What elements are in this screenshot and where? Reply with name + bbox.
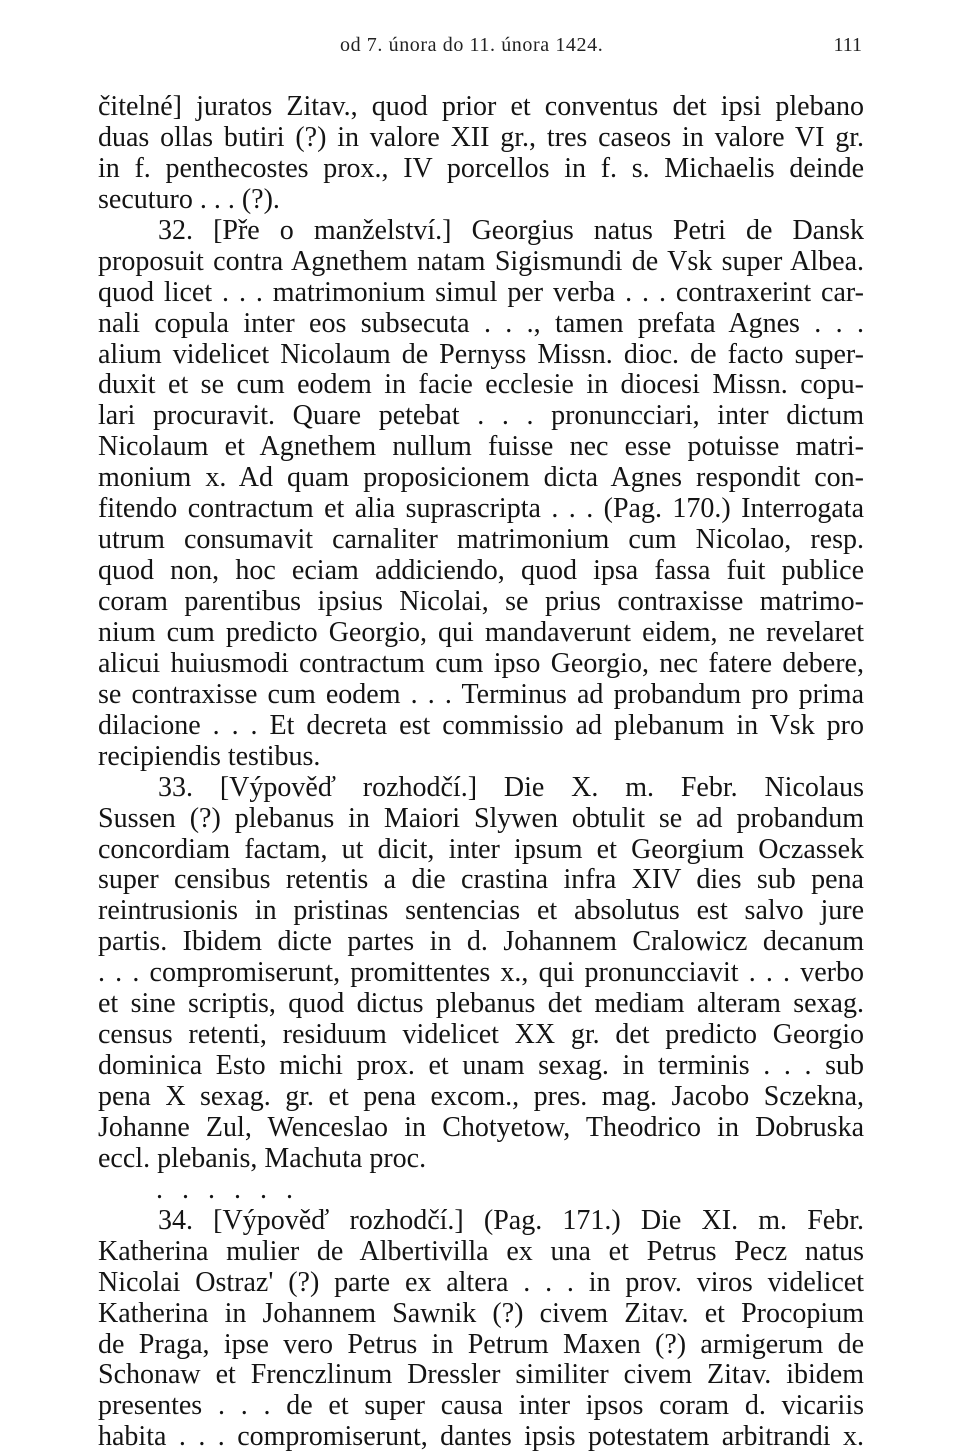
- text-line: recipiendis testibus.: [98, 741, 321, 772]
- text-line: alicui huiusmodi contractum cum ipso Georgio, nec fatere debere,: [98, 648, 864, 679]
- text-line: et sine scriptis, quod dictus plebanus det mediam alteram sexag.: [98, 989, 864, 1020]
- text-line: 33. [Výpověď rozhodčí.] Die X. m. Febr. Nicolaus: [158, 772, 864, 803]
- text-line: census retenti, residuum videlicet XX gr. det predicto Georgio: [98, 1020, 864, 1051]
- running-title: od 7. února do 11. února 1424.: [340, 34, 604, 56]
- text-line: Katherina in Johannem Sawnik (?) civem Zitav. et Procopium: [98, 1298, 864, 1329]
- text-line: 32. [Pře o manželství.] Georgius natus Petri de Dansk: [158, 215, 864, 246]
- text-line: Katherina mulier de Albertivilla ex una et Petrus Pecz natus: [98, 1236, 864, 1267]
- text-line: super censibus retentis a die crastina infra XIV dies sub pena: [98, 865, 864, 896]
- text-line: dilacione . . . Et decreta est commissio ad plebanum in Vsk pro: [98, 710, 864, 741]
- text-line: habita . . . compromiserunt, dantes ipsis potestatem arbitrandi x.: [98, 1422, 864, 1453]
- text-line: monium x. Ad quam proposicionem dicta Agnes respondit con-: [98, 463, 864, 494]
- text-line: Johanne Zul, Wenceslao in Chotyetow, Theodrico in Dobruska: [98, 1112, 864, 1143]
- text-line: secuturo . . . (?).: [98, 184, 280, 215]
- text-line: in f. penthecostes prox., IV porcellos in f. s. Michaelis deinde: [98, 153, 864, 184]
- text-line: utrum consumavit carnaliter matrimonium cum Nicolao, resp.: [98, 525, 864, 556]
- text-line: dominica Esto michi prox. et unam sexag. in terminis . . . sub: [98, 1051, 864, 1082]
- text-line: proposuit contra Agnethem natam Sigismundi de Vsk super Albea.: [98, 246, 864, 277]
- text-line: nali copula inter eos subsecuta . . ., tamen prefata Agnes . . .: [98, 308, 864, 339]
- text-line: eccl. plebanis, Machuta proc.: [98, 1143, 427, 1174]
- text-line: alium videlicet Nicolaum de Pernyss Missn. dioc. de facto super-: [98, 339, 864, 370]
- text-line: concordiam factam, ut dicit, inter ipsum et Georgium Oczassek: [98, 834, 864, 865]
- text-line: presentes . . . de et super causa inter ipsos coram d. vicariis: [98, 1391, 864, 1422]
- section-separator: . . . . . .: [156, 1174, 299, 1205]
- page-header: [0, 34, 960, 64]
- text-line: quod non, hoc eciam addiciendo, quod ipsa fassa fuit publice: [98, 556, 864, 587]
- text-line: 34. [Výpověď rozhodčí.] (Pag. 171.) Die XI. m. Febr.: [158, 1205, 864, 1236]
- text-line: čitelné] juratos Zitav., quod prior et conventus det ipsi plebano: [98, 92, 864, 122]
- text-line: duxit et se cum eodem in facie ecclesie in diocesi Missn. copu-: [98, 370, 864, 401]
- text-line: de Praga, ipse vero Petrus in Petrum Maxen (?) armigerum de: [98, 1329, 864, 1360]
- text-line: fitendo contractum et alia suprascripta . . . (Pag. 170.) Interrogata: [98, 494, 864, 525]
- text-line: duas ollas butiri (?) in valore XII gr., tres caseos in valore VI gr.: [98, 122, 864, 153]
- page-number: 111: [833, 34, 862, 56]
- text-line: Schonaw et Frenczlinum Dressler similiter civem Zitav. ibidem: [98, 1360, 864, 1391]
- text-line: partis. Ibidem dicte partes in d. Johannem Cralowicz decanum: [98, 927, 864, 958]
- text-line: . . . compromiserunt, promittentes x., qui pronuncciavit . . . verbo: [98, 958, 864, 989]
- document-body: [98, 92, 864, 1453]
- text-line: quod licet . . . matrimonium simul per verba . . . contraxerint car-: [98, 277, 864, 308]
- text-line: nium cum predicto Georgio, qui mandaverunt eidem, ne revelaret: [98, 617, 864, 648]
- text-line: Sussen (?) plebanus in Maiori Slywen obtulit se ad probandum: [98, 803, 864, 834]
- text-line: se contraxisse cum eodem . . . Terminus ad probandum pro prima: [98, 679, 864, 710]
- text-line: Nicolaum et Agnethem nullum fuisse nec esse potuisse matri-: [98, 432, 864, 463]
- text-line: coram parentibus ipsius Nicolai, se prius contraxisse matrimo-: [98, 587, 864, 617]
- text-line: Nicolai Ostraz' (?) parte ex altera . . . in prov. viros videlicet: [98, 1267, 864, 1298]
- text-line: lari procuravit. Quare petebat . . . pronuncciari, inter dictum: [98, 401, 864, 432]
- text-line: pena X sexag. gr. et pena excom., pres. mag. Jacobo Sczekna,: [98, 1082, 864, 1112]
- text-line: reintrusionis in pristinas sentencias et absolutus est salvo jure: [98, 896, 864, 927]
